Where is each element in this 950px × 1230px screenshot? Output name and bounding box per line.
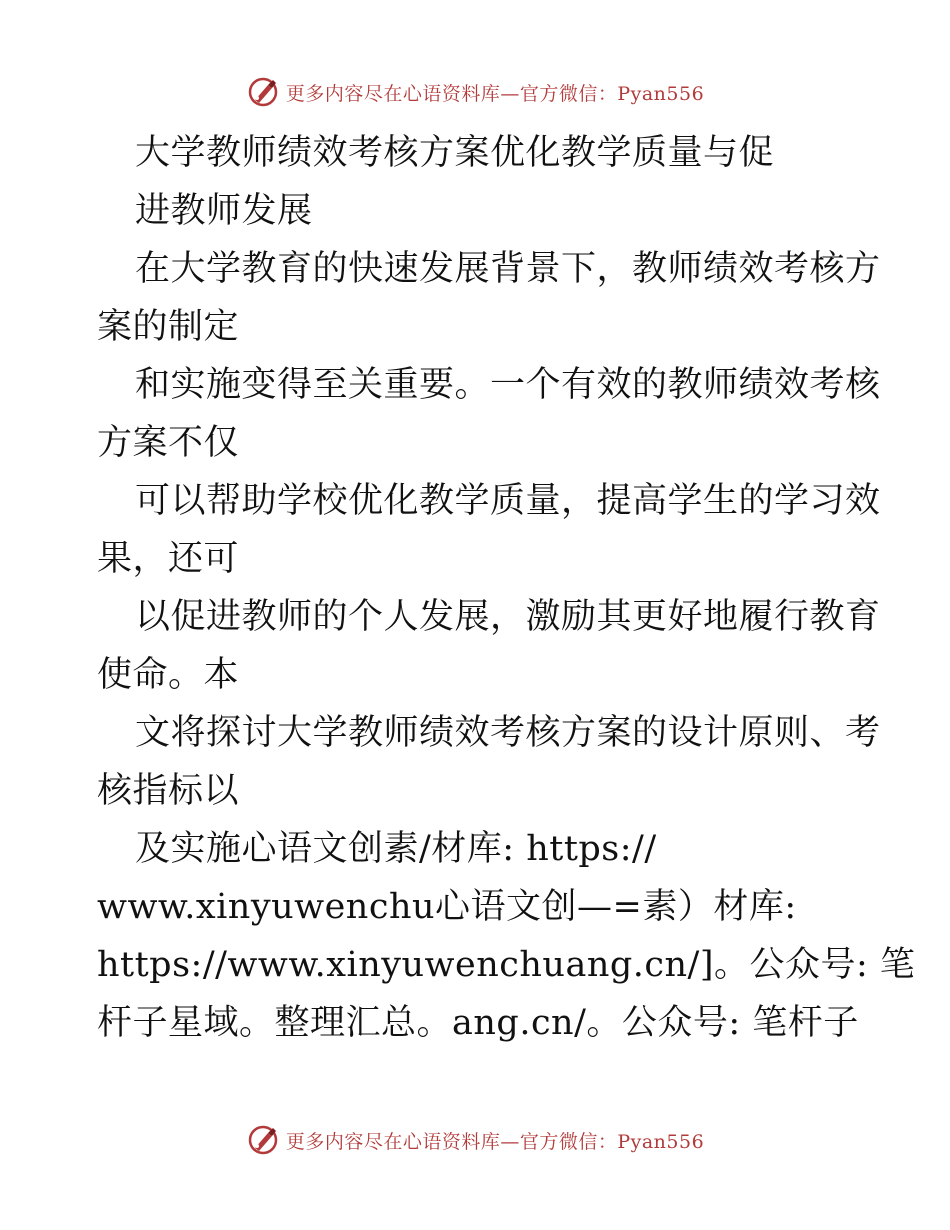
text-line: 在大学教育的快速发展背景下，教师绩效考核方 — [135, 249, 881, 289]
footer-watermark — [0, 1120, 950, 1160]
text-line: 大学教师绩效考核方案优化教学质量与促 — [135, 133, 775, 173]
watermark-text: 更多内容尽在心语资料库—官方微信：Pyan556 — [285, 82, 705, 105]
text-line: 方案不仅 — [97, 423, 240, 463]
text-line: 使命。本 — [97, 655, 240, 695]
text-line: 及实施心语文创素/材库: https:// — [135, 829, 657, 869]
watermark-text: 更多内容尽在心语资料库—官方微信：Pyan556 — [285, 1130, 705, 1153]
header-watermark — [0, 72, 950, 112]
text-line: 果，还可 — [97, 539, 240, 579]
text-line: 核指标以 — [97, 771, 240, 811]
pen-circle-icon — [246, 75, 280, 109]
text-line: 可以帮助学校优化教学质量，提高学生的学习效 — [135, 481, 881, 521]
text-line: https://www.xinyuwenchuang.cn/]。公众号: 笔 — [97, 945, 916, 985]
document-body — [97, 124, 916, 1052]
pen-circle-icon — [246, 1123, 280, 1157]
text-line: 和实施变得至关重要。一个有效的教师绩效考核 — [135, 365, 881, 405]
text-line: 以促进教师的个人发展，激励其更好地履行教育 — [135, 597, 881, 637]
text-line: 进教师发展 — [135, 191, 313, 231]
text-line: 文将探讨大学教师绩效考核方案的设计原则、考 — [135, 713, 881, 753]
text-line: www.xinyuwenchu心语文创—=素）材库: — [97, 887, 797, 927]
text-line: 杆子星域。整理汇总。ang.cn/。公众号: 笔杆子 — [97, 1003, 859, 1043]
text-line: 案的制定 — [97, 307, 240, 347]
